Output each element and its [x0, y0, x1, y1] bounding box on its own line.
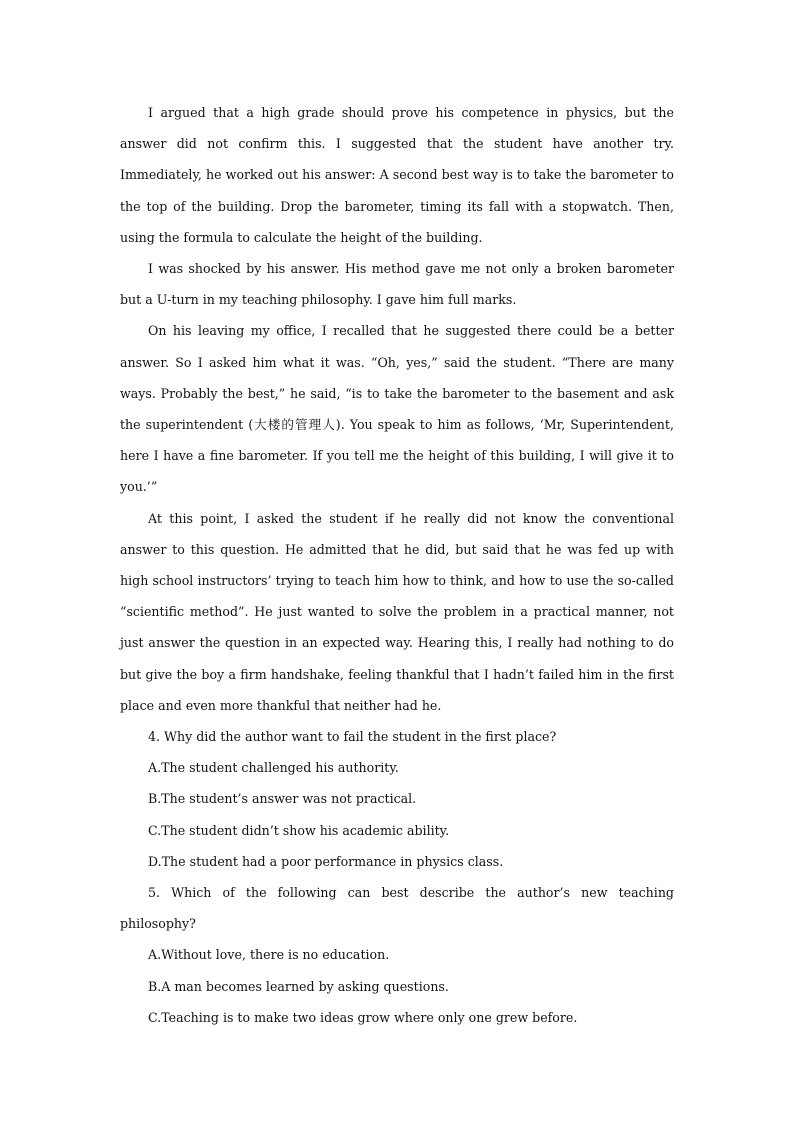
question-stem: 5. Which of the following can best describe the author’s new teaching philosophy?: [120, 885, 674, 932]
passage-paragraph: On his leaving my office, I recalled that he suggested there could be a better answer. So I asked him what it was. “Oh, yes,” said the student. “There are many ways. Probably the best,” he said, “is to take the barometer to the basement and ask the superintendent (大楼的管理人). You speak to him as follows, ‘Mr, Superintendent, here I have a fine barometer. If you tell me the height of this building, I will give it to you.’”: [120, 323, 674, 495]
passage-paragraph: At this point, I asked the student if he really did not know the conventional answer to this question. He admitted that he did, but said that he was fed up with high school instructors’ trying to teach him how to think, and how to use the so-called “scientific method”. He just wanted to solve the problem in a practical manner, not just answer the question in an expected way. Hearing this, I really had nothing to do but give the boy a firm handshake, feeling thankful that I hadn’t failed him in the first place and even more thankful that neither had he.: [120, 510, 674, 713]
document-page: [120, 97, 674, 1033]
question-stem: 4. Why did the author want to fail the student in the first place?: [148, 729, 557, 745]
answer-option: A.The student challenged his authority.: [148, 760, 399, 776]
answer-option: C.The student didn’t show his academic ability.: [148, 822, 450, 838]
passage-paragraph: I was shocked by his answer. His method gave me not only a broken barometer but a U-turn in my teaching philosophy. I gave him full marks.: [120, 261, 674, 308]
passage-paragraph: I argued that a high grade should prove his competence in physics, but the answer did not confirm this. I suggested that the student have another try. Immediately, he worked out his answer: A second best way is to take the barometer to the top of the building. Drop the barometer, timing its fall with a stopwatch. Then, using the formula to calculate the height of the building.: [120, 105, 674, 245]
answer-option: B.A man becomes learned by asking questions.: [148, 978, 449, 994]
answer-option: A.Without love, there is no education.: [148, 947, 390, 963]
answer-option: D.The student had a poor performance in physics class.: [148, 853, 504, 869]
answer-option: C.Teaching is to make two ideas grow where only one grew before.: [148, 1009, 578, 1025]
answer-option: B.The student’s answer was not practical.: [148, 791, 417, 807]
